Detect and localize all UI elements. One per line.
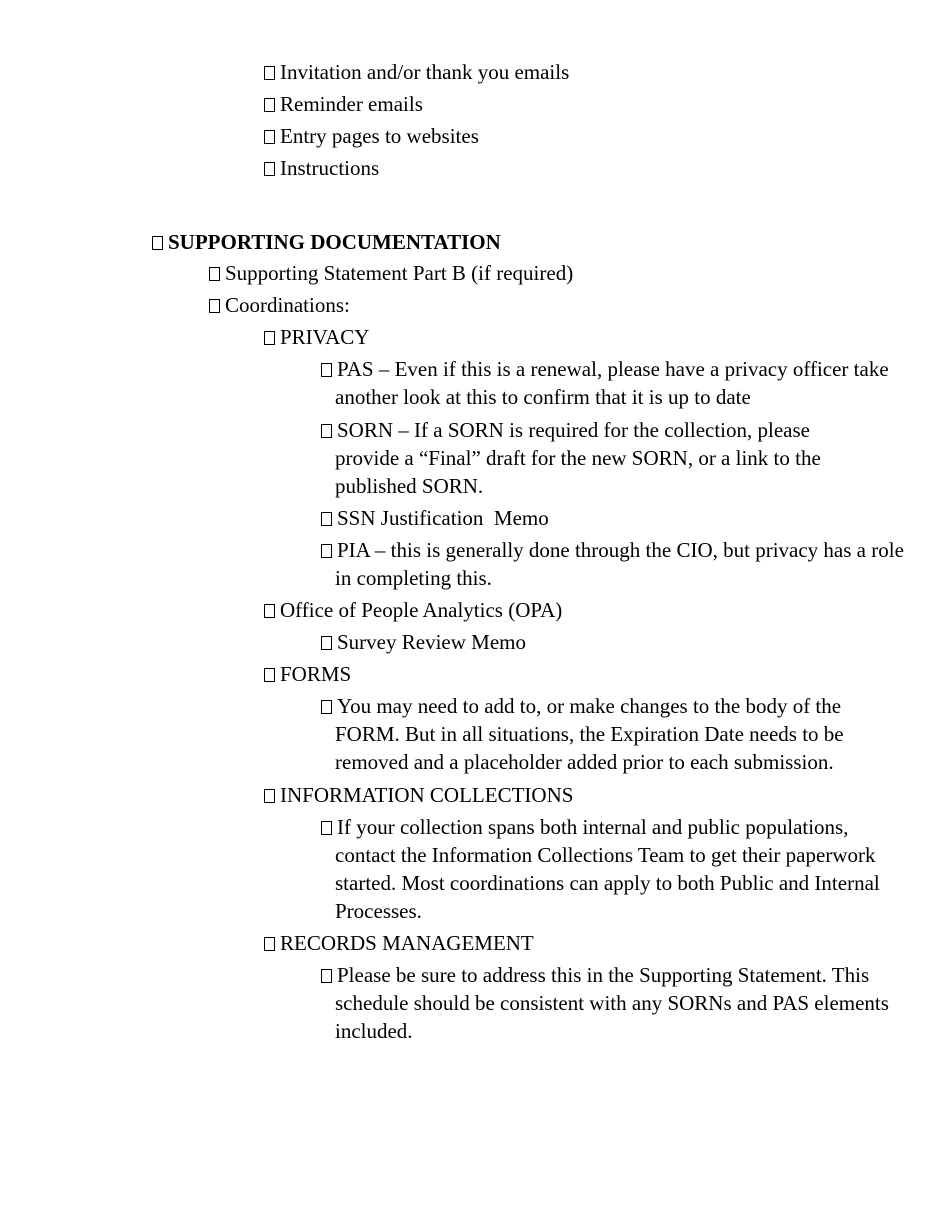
checklist-item-records-management: RECORDS MANAGEMENT: [264, 929, 534, 957]
checkbox-icon[interactable]: [321, 544, 332, 558]
checklist-item-sorn: SORN – If a SORN is required for the collection, please provide a “Final” draft for the new SORN, or a link to the published SORN.: [321, 416, 875, 500]
checkbox-icon[interactable]: [321, 363, 332, 377]
checklist-item-information-collections: INFORMATION COLLECTIONS: [264, 781, 573, 809]
checkbox-icon[interactable]: [264, 668, 275, 682]
checklist-item-statement-part-b: Supporting Statement Part B (if required): [209, 259, 573, 287]
checklist-item-reminder-emails: Reminder emails: [264, 90, 423, 118]
checkbox-icon[interactable]: [321, 636, 332, 650]
checkbox-icon[interactable]: [264, 162, 275, 176]
checkbox-icon[interactable]: [209, 267, 220, 281]
checkbox-icon[interactable]: [321, 424, 332, 438]
checklist-item-info-collections-note: If your collection spans both internal and public populations, contact the Information Collections Team to get their paperwork started. Most coordinations can apply to both Public and Internal Processes.: [321, 813, 910, 925]
checkbox-icon[interactable]: [321, 821, 332, 835]
checklist-item-coordinations: Coordinations:: [209, 291, 350, 319]
checklist-item-forms-note: You may need to add to, or make changes to the body of the FORM. But in all situations, the Expiration Date needs to be removed and a placeholder added prior to each submission.: [321, 692, 895, 776]
checkbox-icon[interactable]: [264, 789, 275, 803]
checklist-item-invitation-emails: Invitation and/or thank you emails: [264, 58, 569, 86]
checklist-item-instructions: Instructions: [264, 154, 379, 182]
checkbox-icon[interactable]: [321, 512, 332, 526]
checklist-item-pia: PIA – this is generally done through the CIO, but privacy has a role in completing this.: [321, 536, 925, 592]
checklist-item-pas: PAS – Even if this is a renewal, please have a privacy officer take another look at this to confirm that it is up to date: [321, 355, 907, 411]
checkbox-icon[interactable]: [321, 700, 332, 714]
checklist-item-records-note: Please be sure to address this in the Supporting Statement. This schedule should be consistent with any SORNs and PAS elements included.: [321, 961, 925, 1045]
checklist-item-privacy: PRIVACY: [264, 323, 369, 351]
checkbox-icon[interactable]: [152, 236, 163, 250]
checklist-item-survey-review-memo: Survey Review Memo: [321, 628, 526, 656]
checklist-item-forms: FORMS: [264, 660, 351, 688]
checkbox-icon[interactable]: [264, 604, 275, 618]
checklist-item-opa: Office of People Analytics (OPA): [264, 596, 562, 624]
checklist-item-ssn-memo: SSN Justification Memo: [321, 504, 549, 532]
checkbox-icon[interactable]: [264, 98, 275, 112]
checkbox-icon[interactable]: [264, 66, 275, 80]
checkbox-icon[interactable]: [264, 937, 275, 951]
checkbox-icon[interactable]: [209, 299, 220, 313]
checkbox-icon[interactable]: [321, 969, 332, 983]
checkbox-icon[interactable]: [264, 130, 275, 144]
section-heading-supporting-documentation: SUPPORTING DOCUMENTATION: [152, 228, 501, 256]
checklist-item-entry-pages: Entry pages to websites: [264, 122, 479, 150]
checkbox-icon[interactable]: [264, 331, 275, 345]
